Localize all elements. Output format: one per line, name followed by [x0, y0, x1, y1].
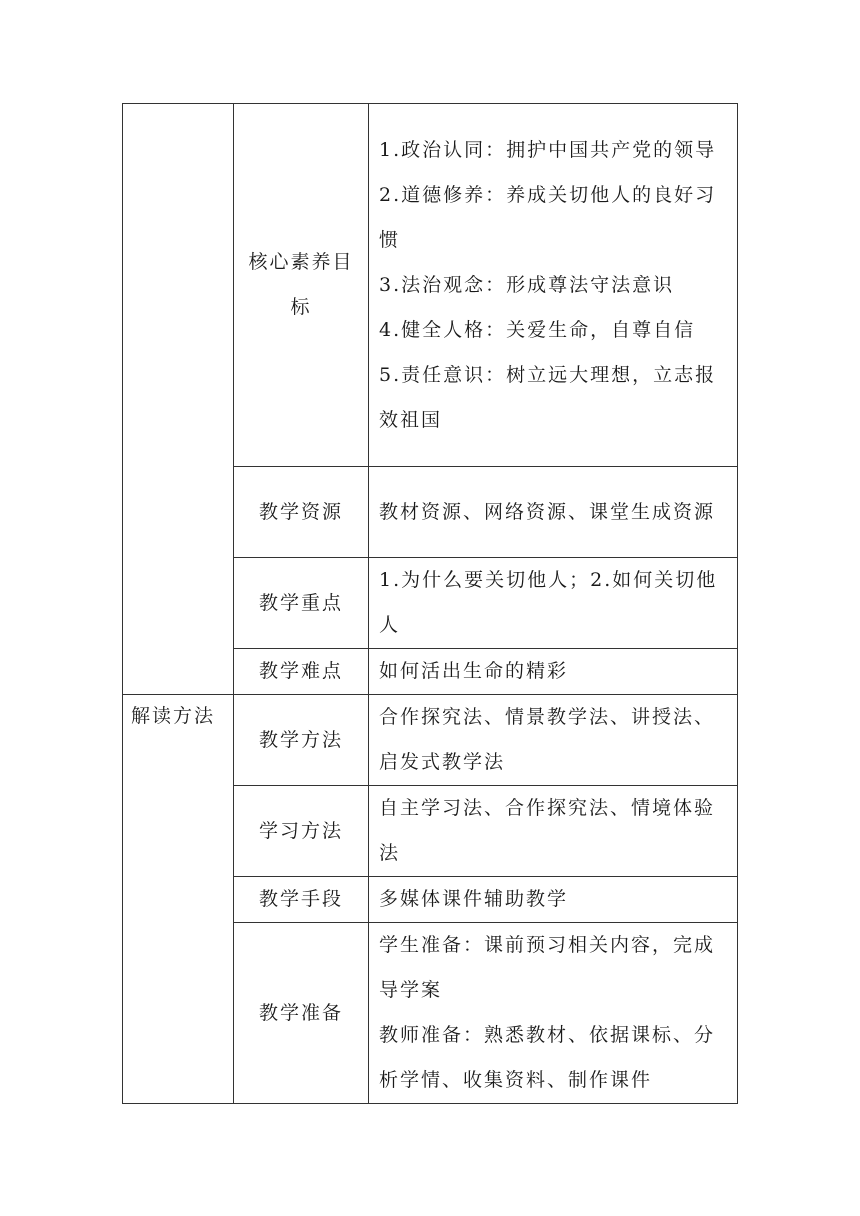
core-goals-content	[369, 104, 738, 467]
core-goals-label-text: 核心素养目标	[248, 251, 354, 318]
learning-methods-content: 自主学习法、合作探究法、情境体验法	[369, 786, 738, 877]
difficulty-label: 教学难点	[234, 649, 369, 695]
key-points-label: 教学重点	[234, 558, 369, 649]
preparation-item: 学生准备：课前预习相关内容，完成导学案	[379, 934, 716, 1001]
section-label: 解读方法	[131, 705, 216, 727]
core-goal-item: 2.道德修养：养成关切他人的良好习惯	[379, 183, 717, 251]
preparation-item: 教师准备：熟悉教材、依据课标、分析学情、收集资料、制作课件	[379, 1024, 716, 1091]
table-row-teaching-methods	[123, 695, 738, 786]
preparation-label: 教学准备	[234, 923, 369, 1104]
difficulty-content: 如何活出生命的精彩	[369, 649, 738, 695]
core-goal-item: 4.健全人格：关爱生命，自尊自信	[379, 318, 696, 341]
core-goal-item: 3.法治观念：形成尊法守法意识	[379, 273, 675, 296]
learning-methods-label: 学习方法	[234, 786, 369, 877]
empty-section-cell	[123, 104, 234, 695]
means-label: 教学手段	[234, 877, 369, 923]
means-content: 多媒体课件辅助教学	[369, 877, 738, 923]
section-label-cell	[123, 695, 234, 1104]
preparation-content	[369, 923, 738, 1104]
core-goal-item: 5.责任意识：树立远大理想，立志报效祖国	[379, 363, 717, 431]
lesson-plan-table	[122, 103, 738, 1104]
resources-content: 教材资源、网络资源、课堂生成资源	[369, 467, 738, 558]
resources-label: 教学资源	[234, 467, 369, 558]
core-goal-item: 1.政治认同：拥护中国共产党的领导	[379, 138, 717, 161]
core-goals-label	[234, 104, 369, 467]
teaching-methods-label: 教学方法	[234, 695, 369, 786]
table-row-core-goals	[123, 104, 738, 467]
teaching-methods-content: 合作探究法、情景教学法、讲授法、启发式教学法	[369, 695, 738, 786]
key-points-content: 1.为什么要关切他人；2.如何关切他人	[369, 558, 738, 649]
